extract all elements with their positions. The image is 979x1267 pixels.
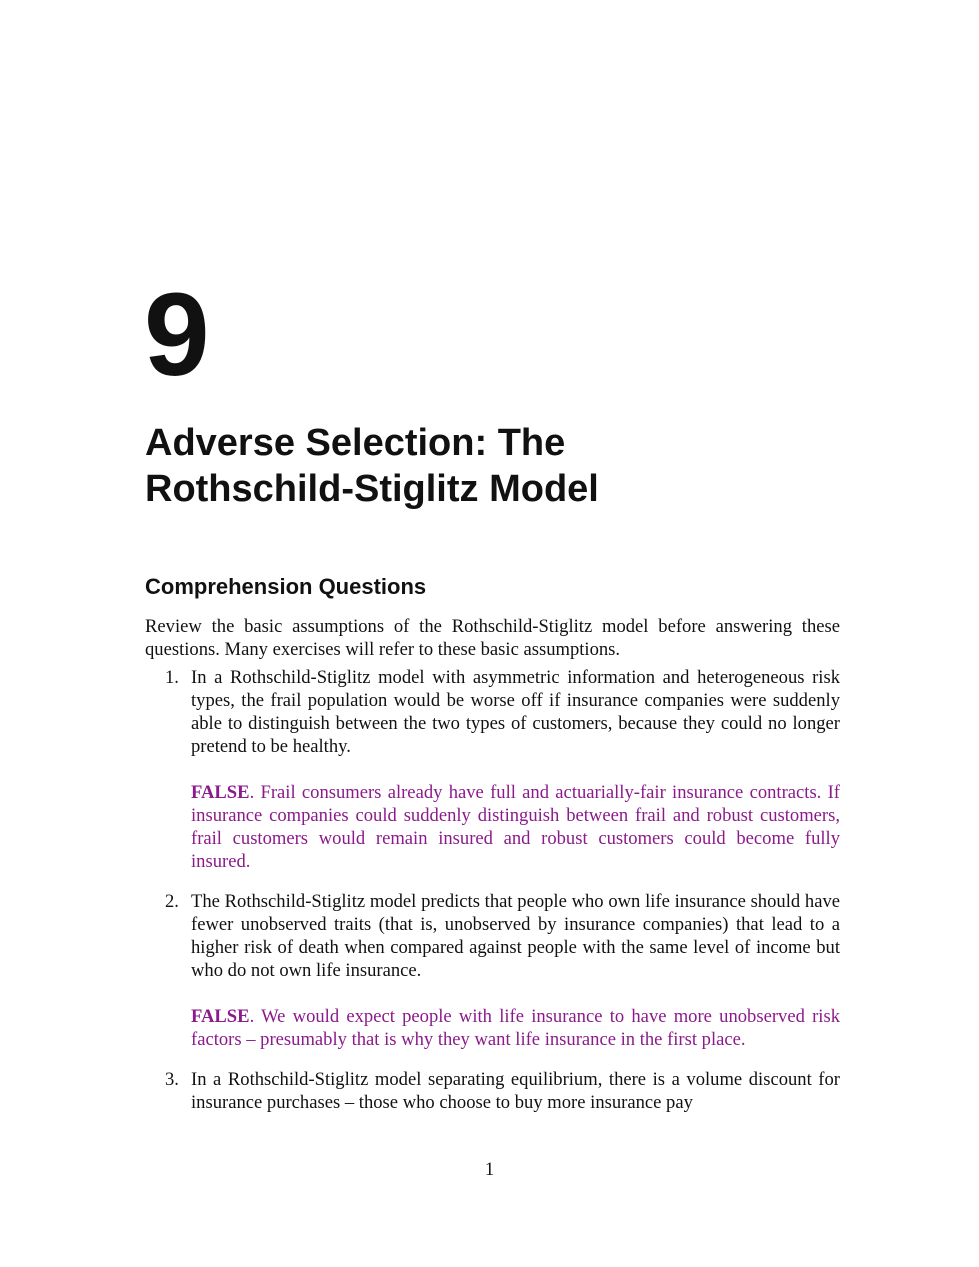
section-intro: Review the basic assumptions of the Rothschild-Stiglitz model before answering these questions. Many exercises will refer to these basic assumptions. [145,616,840,660]
question-number: 3. [165,1069,179,1090]
answer-verdict: FALSE [191,1006,250,1027]
answer-verdict: FALSE [191,782,250,803]
answer-explanation: . Frail consumers already have full and actuarially-fair insurance contracts. If insurance companies could suddenly distinguish between frail and robust customers, frail customers would remain insured and robust customers could become fully insured. [191,782,840,872]
page-number: 1 [484,1159,495,1180]
question-text: In a Rothschild-Stiglitz model with asymmetric information and heterogeneous risk types, the frail population would be worse off if insurance companies were suddenly able to distinguish between the two types of customers, because they could no longer pretend to be healthy. [191,667,840,757]
chapter-title-line-1: Adverse Selection: The [145,422,566,464]
question-number: 2. [165,891,179,912]
question-item-2 [145,890,840,1051]
question-text: In a Rothschild-Stiglitz model separating equilibrium, there is a volume discount for insurance purchases – those who choose to buy more insurance pay [191,1069,840,1113]
chapter-number: 9 [144,269,210,401]
question-text: The Rothschild-Stiglitz model predicts that people who own life insurance should have fewer unobserved traits (that is, unobserved by insurance companies) that lead to a higher risk of death when compared against people with the same level of income but who do not own life insurance. [191,891,840,981]
answer-text [191,781,840,873]
question-item-3 [145,1068,840,1114]
answer-explanation: . We would expect people with life insurance to have more unobserved risk factors – presumably that is why they want life insurance in the first place. [191,1006,840,1050]
section-heading: Comprehension Questions [145,574,427,599]
question-number: 1. [165,667,179,688]
chapter-title-line-2: Rothschild-Stiglitz Model [145,468,599,510]
question-list [145,666,840,1131]
answer-text [191,1005,840,1051]
question-item-1 [145,666,840,873]
chapter-title [145,420,845,512]
